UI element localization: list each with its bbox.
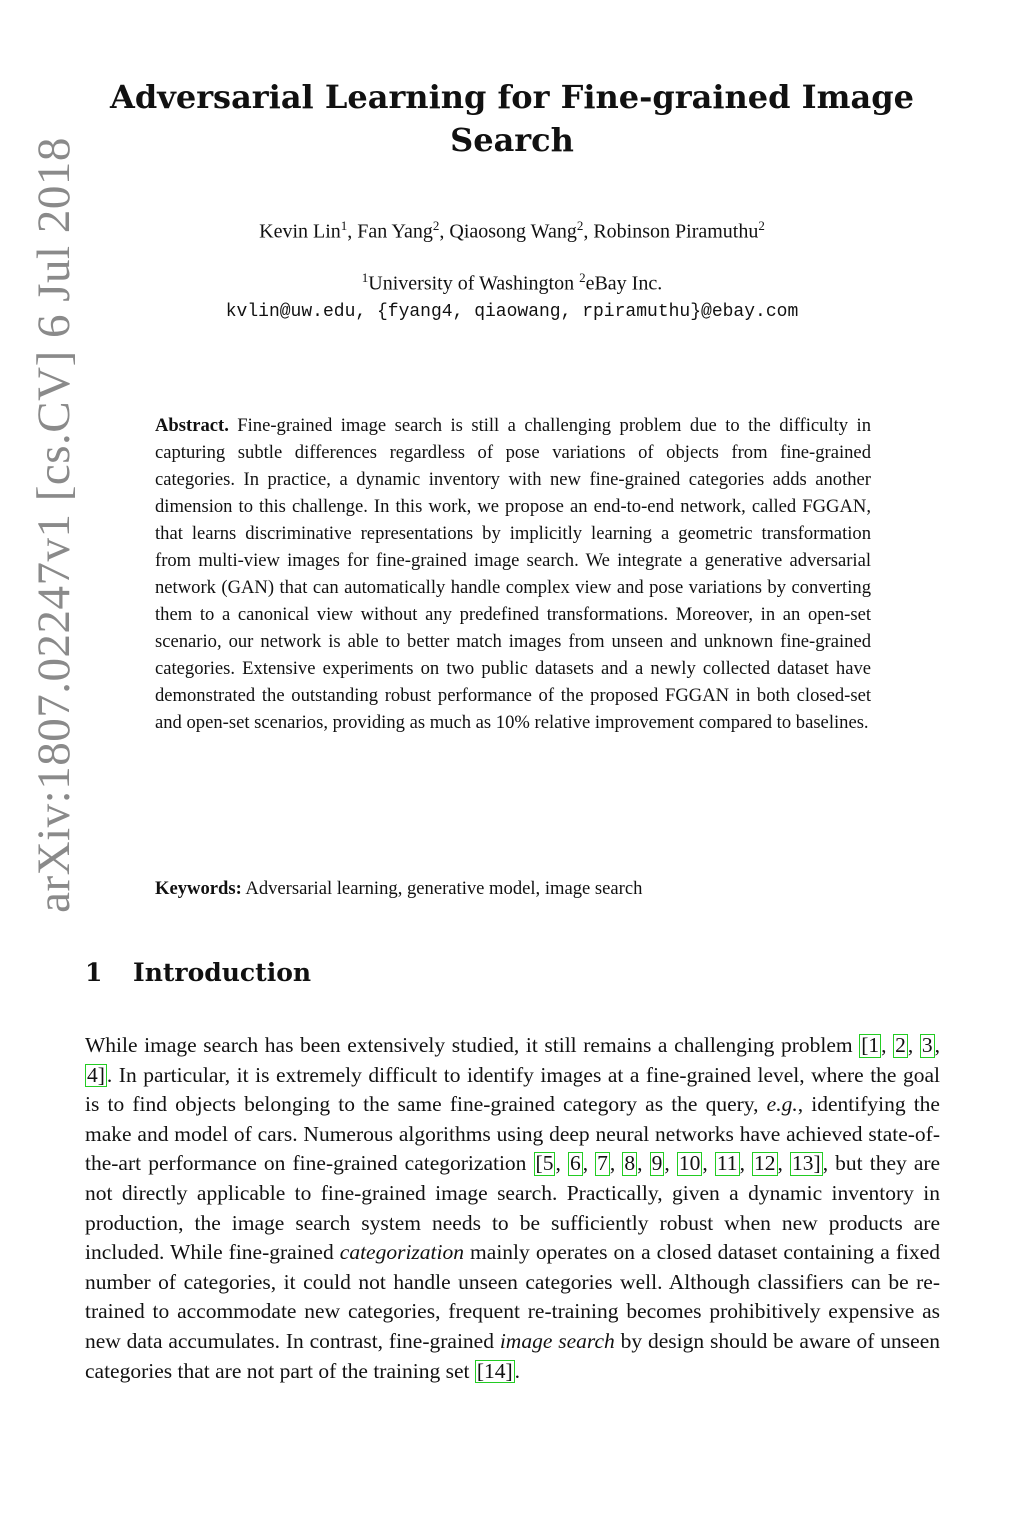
keywords bbox=[155, 875, 871, 902]
citation-link[interactable]: [1 bbox=[861, 1033, 880, 1057]
citation-link[interactable]: 2 bbox=[895, 1033, 906, 1057]
affiliation-mark: 1 bbox=[361, 270, 369, 285]
intro-text: mainly operates on a closed dataset containing a fixed number of categories, it could not handle unseen categories well. Although classifiers can be re-trained to accommodate new categories, frequent re-training becomes prohibitively expensive as new data accumulates. In contrast, fine-grained bbox=[85, 1240, 940, 1353]
intro-text: While image search has been extensively studied, it still remains a challenging problem bbox=[85, 1033, 860, 1057]
author-emails: kvlin@uw.edu, {fyang4, qiaowang, rpiramuthu}@ebay.com bbox=[225, 302, 799, 322]
section-number: 1 bbox=[85, 958, 103, 987]
affiliation-line bbox=[100, 270, 924, 296]
citation-link[interactable]: 4] bbox=[87, 1062, 105, 1087]
arxiv-identifier: arXiv:1807.02247v1 [cs.CV] 6 Jul 2018 bbox=[28, 137, 81, 913]
citation-link[interactable]: 13] bbox=[792, 1151, 821, 1176]
intro-text: , but they are not directly applicable to fine-grained image search. Practically, given a dynamic inventory in production, the image search system needs to be sufficiently robust when new products are included. While fine-grained bbox=[85, 1151, 941, 1265]
author-name: Kevin Lin bbox=[259, 220, 341, 243]
author-affiliation-mark: 2 bbox=[432, 218, 440, 233]
citation-link[interactable]: 12 bbox=[754, 1151, 776, 1176]
affiliation-name: eBay Inc. bbox=[585, 272, 663, 295]
keywords-text: Adversarial learning, generative model, image search bbox=[245, 878, 643, 899]
citation-link[interactable]: 6 bbox=[569, 1151, 581, 1176]
intro-text: . In particular, it is extremely difficult to identify images at a fine-grained level, where the goal is to find objects belonging to the same fine-grained category as the query, bbox=[85, 1062, 940, 1117]
author-affiliation-mark: 2 bbox=[576, 218, 584, 233]
citation-link[interactable]: [5 bbox=[535, 1151, 554, 1176]
citation-link[interactable]: 7 bbox=[597, 1151, 608, 1176]
author-name: Robinson Piramuthu bbox=[593, 220, 759, 243]
intro-text: . bbox=[514, 1358, 521, 1383]
intro-emphasis: e.g. bbox=[766, 1092, 798, 1117]
arxiv-side-stamp bbox=[24, 110, 84, 940]
abstract-text: Fine-grained image search is still a challenging problem due to the difficulty in capturing subtle differences regardless of pose variations of objects from fine-grained categories. In practice, a dynamic inventory with new fine-grained categories adds another dimension to this challenge. In this work, we propose an end-to-end network, called FGGAN, that learns discriminative representations by implicitly learning a geometric transformation from multi-view images for fine-grained image search. We integrate a generative adversarial network (GAN) that can automatically handle complex view and pose variations by converting them to a canonical view without any predefined transformations. Moreover, in an open-set scenario, our network is able to better match images from unseen and unknown fine-grained categories. Extensive experiments on two public datasets and a newly collected dataset have demonstrated the outstanding robust performance of the proposed FGGAN in both closed-set and open-set scenarios, providing as much as 10% relative improvement compared to baselines. bbox=[155, 415, 871, 733]
citation-link[interactable]: 10 bbox=[678, 1151, 701, 1176]
citation-link[interactable]: 11 bbox=[716, 1151, 738, 1176]
keywords-label: Keywords: bbox=[155, 878, 242, 899]
intro-text: , identifying the make and model of cars. Numerous algorithms using deep neural networks have achieved state-of-the-art performance on fine-grained categorization bbox=[85, 1092, 940, 1176]
author-name: Qiaosong Wang bbox=[449, 220, 577, 243]
intro-emphasis: categorization bbox=[339, 1240, 464, 1265]
author-affiliation-mark: 2 bbox=[758, 218, 765, 233]
citation-link[interactable]: 8 bbox=[624, 1151, 636, 1176]
paper-title: Adversarial Learning for Fine-grained Image Search bbox=[110, 78, 914, 159]
citation-link[interactable]: [14] bbox=[476, 1358, 513, 1383]
citation-link[interactable]: 9 bbox=[651, 1151, 663, 1176]
author-list: Kevin Lin$^1$, Fan Yang$^2$, Qiaosong Wang$^2$, Robinson Piramuthu$^2$ bbox=[259, 218, 765, 243]
abstract-label: Abstract. bbox=[155, 415, 229, 436]
intro-text: by design should be aware of unseen categories that are not part of the training set bbox=[85, 1328, 940, 1383]
affiliation-mark: 2 bbox=[579, 270, 586, 285]
intro-emphasis: image search bbox=[499, 1328, 615, 1353]
introduction-paragraph: While image search has been extensively studied, it still remains a challenging problem [1, 2, 3, 4]. In particular, it is extremely difficult to identify images at a fine-grained level, where the goal is to find objects belonging to the same fine-grained category as the query, e.g., identifying the make and model of cars. Numerous algorithms using deep neural networks have achieved state-of-the-art performance on fine-grained categorization [5, 6, 7, 8, 9, 10, 11, 12, 13], but they are not directly applicable to fine-grained image search. Practically, given a dynamic inventory in production, the image search system needs to be sufficiently robust when new products are included. While fine-grained categorization mainly operates on a closed dataset containing a fixed number of categories, it could not handle unseen categories well. Although classifiers can be re-trained to accommodate new categories, frequent re-training becomes prohibitively expensive as new data accumulates. In contrast, fine-grained image search by design should be aware of unseen categories that are not part of the training set [14]. bbox=[85, 1033, 941, 1383]
author-affiliation-mark: 1 bbox=[340, 218, 348, 233]
citation-link[interactable]: 3 bbox=[921, 1033, 933, 1057]
section-title: Introduction bbox=[133, 958, 312, 987]
section-heading bbox=[85, 958, 311, 987]
abstract bbox=[155, 412, 871, 736]
affiliation-name: University of Washington bbox=[368, 272, 575, 295]
author-name: Fan Yang bbox=[357, 220, 433, 243]
